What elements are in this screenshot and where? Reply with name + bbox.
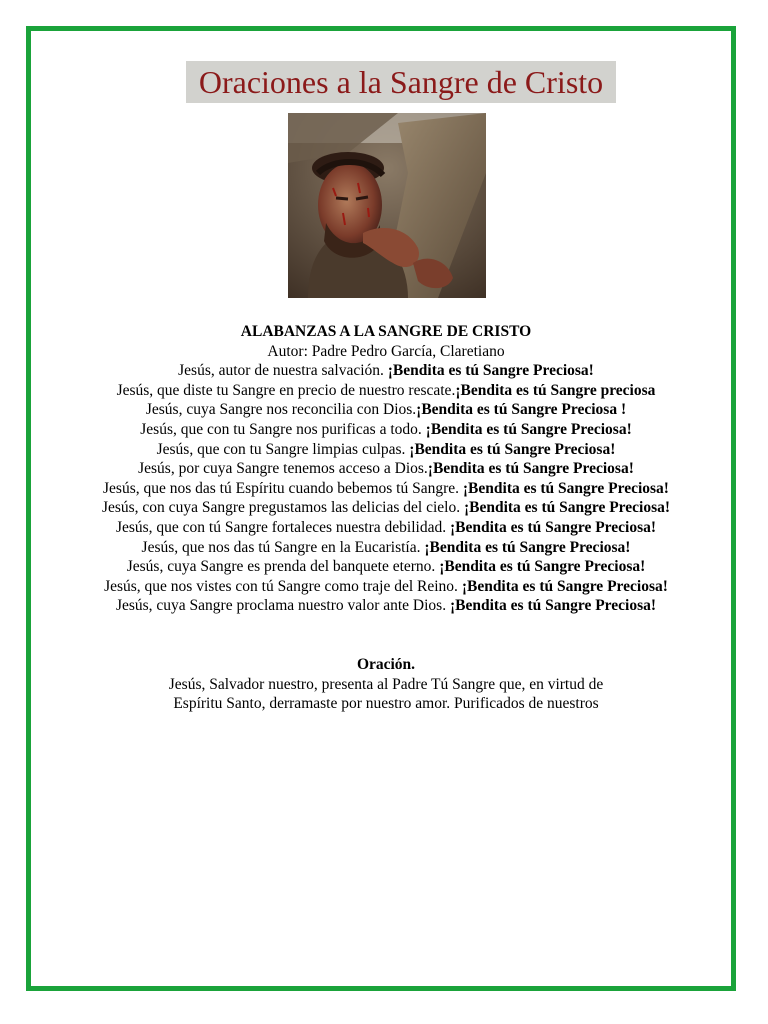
praise-response: ¡Bendita es tú Sangre Preciosa! <box>424 538 631 556</box>
prayer-line: Jesús, Salvador nuestro, presenta al Padre Tú Sangre que, en virtud de <box>168 675 604 693</box>
praise-line <box>86 440 686 460</box>
praise-line <box>86 498 686 518</box>
praise-line <box>86 400 686 420</box>
praise-text: Jesús, que diste tu Sangre en precio de nuestro rescate. <box>116 381 456 399</box>
praise-line <box>86 577 686 597</box>
praise-response: ¡Bendita es tú Sangre Preciosa! <box>449 597 657 615</box>
praise-response: ¡Bendita es tú Sangre Preciosa ! <box>416 401 627 419</box>
praise-text: Jesús, que nos vistes con tú Sangre como traje del Reino. <box>104 577 462 595</box>
praise-response: ¡Bendita es tú Sangre Preciosa! <box>425 420 632 438</box>
praise-response: ¡Bendita es tú Sangre preciosa <box>455 381 656 399</box>
banner-title: Oraciones a la Sangre de Cristo <box>186 61 616 103</box>
praise-line <box>86 361 686 381</box>
praise-text: Jesús, cuya Sangre es prenda del banquete eterno. <box>126 558 440 576</box>
prayer-line: Espíritu Santo, derramaste por nuestro amor. Purificados de nuestros <box>173 695 599 713</box>
praise-text: Jesús, que con tu Sangre nos purificas a todo. <box>140 420 426 438</box>
praise-response: ¡Bendita es tú Sangre Preciosa! <box>439 558 646 576</box>
praise-line <box>86 538 686 558</box>
praises-heading: ALABANZAS A LA SANGRE DE CRISTO <box>240 323 532 340</box>
praise-text: Jesús, que nos das tú Sangre en la Eucaristía. <box>141 538 425 556</box>
praise-text: Jesús, que con tu Sangre limpias culpas. <box>156 440 410 458</box>
praise-line <box>86 420 686 440</box>
praise-line <box>86 596 686 616</box>
document-body <box>86 322 686 714</box>
praise-text: Jesús, por cuya Sangre tenemos acceso a Dios. <box>138 460 428 478</box>
praise-response: ¡Bendita es tú Sangre Preciosa! <box>427 460 634 478</box>
praise-list <box>86 361 686 616</box>
praise-response: ¡Bendita es tú Sangre Preciosa! <box>387 362 594 380</box>
praise-response: ¡Bendita es tú Sangre Preciosa! <box>462 479 669 497</box>
praise-line <box>86 459 686 479</box>
praise-text: Jesús, autor de nuestra salvación. <box>178 362 388 380</box>
author-line: Autor: Padre Pedro García, Claretiano <box>267 342 505 360</box>
prayer-heading: Oración. <box>356 655 416 673</box>
praise-response: ¡Bendita es tú Sangre Preciosa! <box>461 577 668 595</box>
praise-text: Jesús, que nos das tú Espíritu cuando bebemos tú Sangre. <box>103 479 463 497</box>
jesus-carrying-cross-picture <box>288 113 486 298</box>
praise-response: ¡Bendita es tú Sangre Preciosa! <box>409 440 616 458</box>
praise-text: Jesús, con cuya Sangre pregustamos las delicias del cielo. <box>101 499 464 517</box>
praise-text: Jesús, cuya Sangre proclama nuestro valor ante Dios. <box>115 597 450 615</box>
praise-response: ¡Bendita es tú Sangre Preciosa! <box>449 518 657 536</box>
praise-line <box>86 518 686 538</box>
praise-line <box>86 381 686 401</box>
praise-response: ¡Bendita es tú Sangre Preciosa! <box>463 499 671 517</box>
praise-line <box>86 557 686 577</box>
praise-line <box>86 479 686 499</box>
praise-text: Jesús, que con tú Sangre fortaleces nuestra debilidad. <box>115 518 450 536</box>
praise-text: Jesús, cuya Sangre nos reconcilia con Dios. <box>145 401 417 419</box>
